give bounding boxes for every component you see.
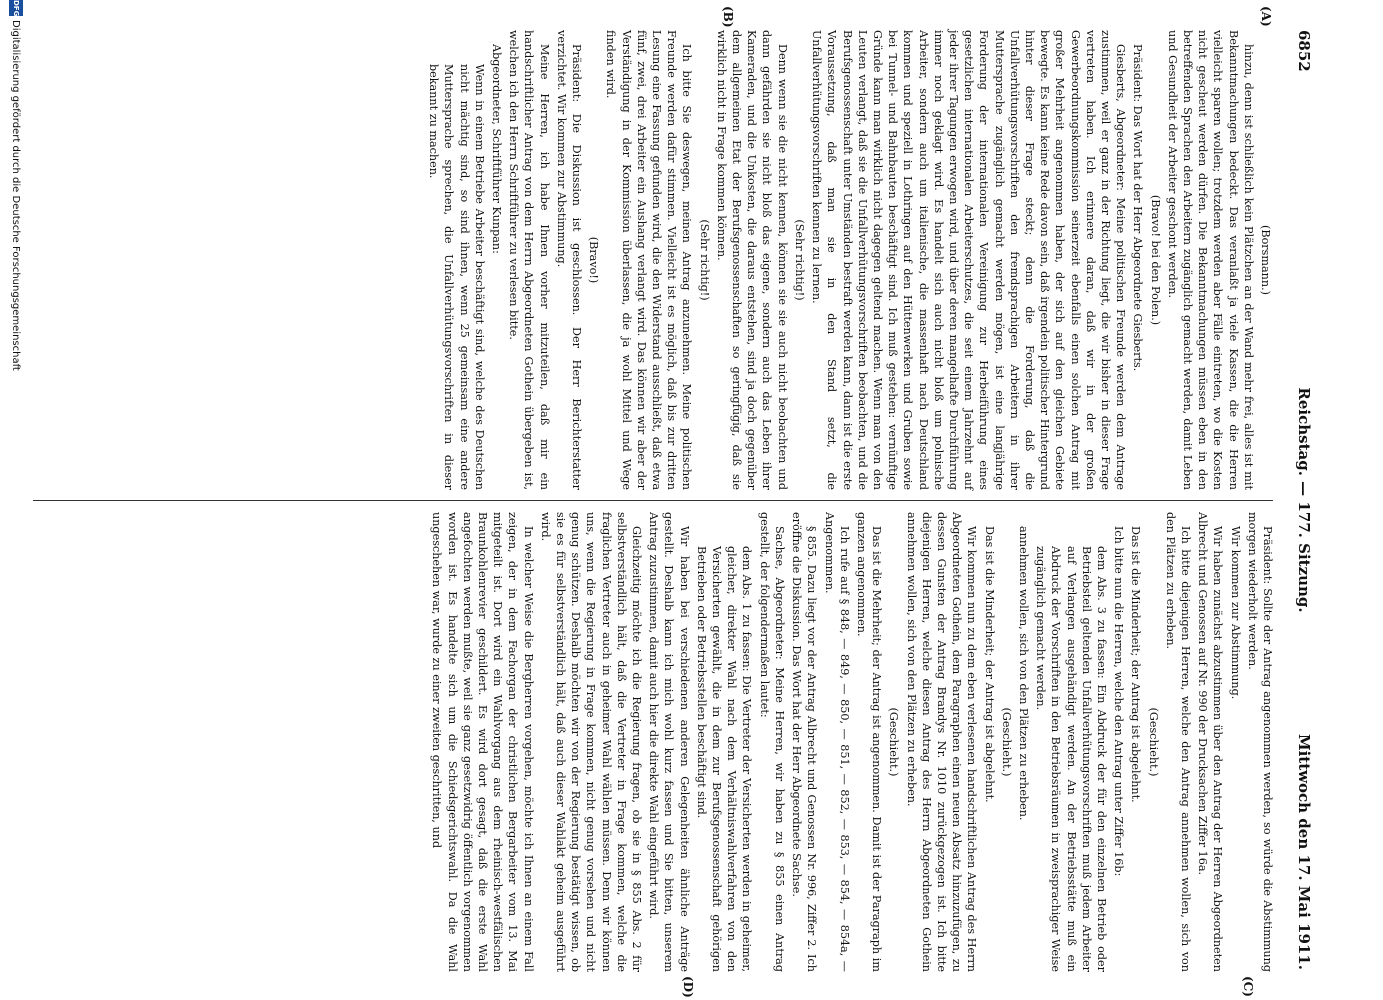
interjection: (Bravo! bei den Polen.)	[1148, 194, 1162, 326]
paragraph: Ich bitte nun die Herren, welche den Antrag unter Ziffer 16b:	[1112, 526, 1126, 877]
paragraph: Ich rufe auf § 848, — 849, — 850, — 851, — 852, — 853, — 854, — 854a, — Angenommen.	[822, 512, 851, 972]
left-column	[424, 30, 1275, 490]
paragraph: dem Abs. 3 zu fassen: Ein Abdruck der für den einzelnen Betrieb oder Betriebsteil geltenden Unfallverhütungsvorschriften muß jedem Arbeiter auf Verlangen ausgehändigt werden. An der Betriebsstätte muß ein Abdruck der Vorschriften in den Betriebsräumen in zweisprachiger Weise zugänglich gemacht werden.	[1034, 546, 1108, 972]
paragraph: Das ist die Minderheit; der Antrag ist abgelehnt.	[982, 526, 996, 803]
paragraph: Das ist die Mehrheit; der Antrag ist angenommen. Damit ist der Paragraph im ganzen angenommen.	[854, 512, 884, 972]
paragraph: Gleichzeitig möchte ich die Regierung fragen, ob sie in § 855 Abs. 2 für selbstverständlich hält, daß die Vertreter in Frage kommen, welche die fraglichen Vertreter auch in geheimer Wahl wählen müssen. Denn wir können uns, wenn die Regierung in Frage kommen, nicht genug vorsehen und nicht genug schützen. Deshalb möchten wir von der Regierung bestätigt wissen, ob sie es für selbstverständlich hält, daß auch dieser Wahlakt geheim ausgeführt wird.	[538, 512, 644, 972]
paragraph: Wir haben bei verschiedenen anderen Gelegenheiten ähnliche Anträge gestellt. Deshalb kann ich mich wohl kurz fassen und Sie bitten, unserem Antrag zuzustimmen, damit auch hier die direkte Wahl eingeführt wird.	[647, 512, 691, 972]
interjection: (Geschieht.)	[887, 707, 901, 777]
paragraph: dem Abs. 1 zu fassen: Die Vertreter der Versicherten werden in geheimer, gleicher, direkter Wahl nach dem Verhältniswahlverfahren von den Versicherten gewählt, die in dem zur Berufsgenossenschaft gehörigen Betrieben oder Betriebsstellen beschäftigt sind.	[694, 546, 754, 972]
interjection: (Sehr richtig!)	[697, 219, 711, 301]
paragraph: Giesberts, Abgeordneter: Meine politischen Freunde werden dem Antrage zustimmen, weil er ganz in der Richtung liegt, die wir bisher in dieser Frage vertreten haben. Ich erinnere daran, daß wir in der großen Gewerbeordnungskommission seinerzeit ebenfalls einen solchen Antrag mit großer Mehrheit angenommen haben, der sich auf den gleichen Gebiete bewegte. Es kann keine Rede davon sein, daß irgendein politischer Hintergrund hinter dieser Frage steckt; denn die Forderung, daß die Unfallverhütungsvorschriften den fremdsprachigen Arbeitern in ihrer Muttersprache zugänglich gemacht werden mögen, ist eine langjährige Forderung der internationalen Vereinigung zur Herbeiführung eines gesetzlichen internationalen Arbeiterschutzes, die seit einem Jahrzehnt auf jeder ihrer Tagungen erwogen wird, und über deren mangelhafte Durchführung immer noch geklagt wird. Es handelt sich auch nicht bloß um polnische Arbeiter, sondern auch um italienische, die massenhaft nach Deutschland kommen und speziell in Lothringen auf den Hüttenwerken und Gruben sowie bei Tunnel- und Bahnbauten beschäftigt sind. Ich muß gestehen: vernünftige Gründe kann man wirklich nicht dagegen geltend machen. Wenn man von den Leuten verlangt, daß sie die Unfallverhütungsvorschriften beobachten, und die Berufsgenossenschaft unter Umständen bestraft werden kann, dann ist die erste Voraussetzung, daß man sie in den Stand setzt, die Unfallverhütungsvorschriften kennen zu lernen.	[810, 30, 1128, 490]
interjection: (Geschieht.)	[999, 707, 1013, 777]
paragraph: Präsident: Das Wort hat der Herr Abgeordnete Giesberts.	[1131, 44, 1145, 372]
interjection: (Borsmann.)	[1259, 224, 1272, 296]
paragraph: Sachse, Abgeordneter: Meine Herren, wir haben zu § 855 einen Antrag gestellt, der folgendermaßen lautet:	[757, 512, 786, 972]
paragraph: Meine Herren, ich habe Ihnen vorher mitzuteilen, daß mir ein handschriftlicher Antrag von dem Herrn Abgeordneten Gothein übergeben ist, welchen ich den Herrn Schriftführer zu verlesen bitte.	[507, 30, 551, 490]
margin-mark-b: (B)	[721, 6, 735, 28]
paragraph: Wir haben zunächst abzustimmen über den Antrag der Herren Abgeordneten Albrecht und Genossen auf Nr. 990 der Drucksachen Ziffer 16a.	[1196, 512, 1225, 972]
paragraph: Abgeordneter, Schriftführer Kunpan:	[490, 44, 504, 254]
paragraph: Wir kommen zur Abstimmung.	[1228, 526, 1242, 700]
page-number: 6852	[1295, 30, 1313, 72]
interjection: (Geschieht.)	[1146, 707, 1160, 777]
page-header	[1283, 30, 1313, 970]
paragraph: hinzu, denn ist schließlich kein Plätzchen an der Wand mehr frei, alles ist mit Bekanntmachungen bedeckt. Das veranlaßt ja viele Kassen, die die Herren vielleicht sparen wollen; trotzdem werden aber Fälle eintreten, wo die Kosten nicht gescheut werden dürfen. Die Bekanntmachungen müssen eben in den betreffenden Sprachen den Arbeitern zugänglich gemacht werden, damit Leben und Gesundheit der Arbeiter geschont werden.	[1165, 30, 1255, 490]
margin-mark-c: (C)	[1241, 976, 1255, 997]
header-date: Mittwoch den 17. Mai 1911.	[1295, 733, 1313, 970]
page-footer	[0, 0, 27, 1000]
interjection: (Sehr richtig!)	[792, 219, 806, 301]
right-column	[427, 512, 1275, 972]
column-divider	[33, 500, 1273, 501]
paragraph: Präsident: Sollte der Antrag angenommen werden, so würde die Abstimmung morgen wiederholt werden.	[1245, 512, 1274, 972]
margin-mark-d: (D)	[681, 976, 695, 998]
paragraph: In welcher Weise die Bergherren vorgehen, möchte ich Ihnen an einem Fall zeigen, der in dem Fachorgan der christlichen Bergarbeiter vom 13. Mai mitgeteilt ist. Dort wird ein Wahlvorgang aus dem rheinisch-westfälischen Braunkohlenrevier geschildert. Es wird dort gesagt, daß die erste Wahl angefochten werden mußte, weil sie ganz gesetzwidrig öffentlich vorgenommen worden ist. Es handelte sich um die Schiedsgerichtswahl. Da die Wahl ungeschehen war, wurde zu einer zweiten geschritten, und	[430, 512, 535, 972]
paragraph: Denn wenn sie die nicht kennen, können sie sie auch nicht beobachten und dann gefährden sie nicht bloß das eigene, sondern auch das Leben ihrer Kameraden, und die Unkosten, die daraus entstehen, sind ja doch gegenüber dem allgemeinen Etat der Berufsgenossenschaften so geringfügig, daß sie wirklich nicht in Frage kommen können.	[714, 30, 789, 490]
paragraph: Das ist die Minderheit; der Antrag ist abgelehnt.	[1129, 526, 1143, 803]
paragraph: Wir kommen nun zu dem eben verlesenen handschriftlichen Antrag des Herrn Abgeordneten Gothein, dem Paragraphen einen neuen Absatz hinzuzufügen, zu dessen Gunsten der Antrag Brandys Nr. 1010 zurückgezogen ist. Ich bitte diejenigen Herren, welche diesen Antrag des Herrn Abgeordneten Gothein annehmen wollen, sich von den Plätzen zu erheben.	[904, 512, 979, 972]
paragraph: annehmen wollen, sich von den Plätzen zu erheben.	[1016, 526, 1030, 821]
paragraph: Ich bitte Sie deswegen, meinen Antrag anzunehmen. Meine politischen Freunde werden dafür stimmen. Vielleicht ist es möglich, daß bis zur dritten Lesung eine Fassung gefunden wird, die den Widerstand ausschließt, daß etwa fünf, zwei, drei Arbeiter ein Aushang verlangt wird. Das können wir aber der Verständigung in der Kommission überlassen, die ja wohl Mittel und Wege finden wird.	[604, 30, 694, 490]
margin-mark-a: (A)	[1259, 6, 1273, 27]
header-center: Reichstag. — 177. Sitzung.	[1295, 387, 1313, 613]
paragraph: § 855. Dazu liegt vor der Antrag Albrecht und Genossen Nr. 996, Ziffer 2. Ich eröffne die Diskussion. Das Wort hat der Herr Abgeordnete Sachse.	[790, 512, 819, 972]
interjection: (Bravo!)	[587, 236, 601, 284]
paragraph: Ich bitte diejenigen Herren, welche den Antrag annehmen wollen, sich von den Plätzen zu erheben.	[1163, 512, 1192, 972]
dfg-logo: DFG	[9, 0, 23, 16]
footer-credit: Digitalisierung gefördert durch die Deutsche Forschungsgemeinschaft	[10, 20, 21, 371]
paragraph: Präsident: Die Diskussion ist geschlossen. Der Herr Berichterstatter verzichtet. Wir kommen zur Abstimmung.	[554, 30, 584, 490]
paragraph: Wenn in einem Betriebe Arbeiter beschäftigt sind, welche des Deutschen nicht mächtig sind, so sind ihnen, wenn 25 gemeinsam eine andere Muttersprache sprechen, die Unfallverhütungsvorschriften in dieser bekannt zu machen.	[427, 64, 486, 490]
